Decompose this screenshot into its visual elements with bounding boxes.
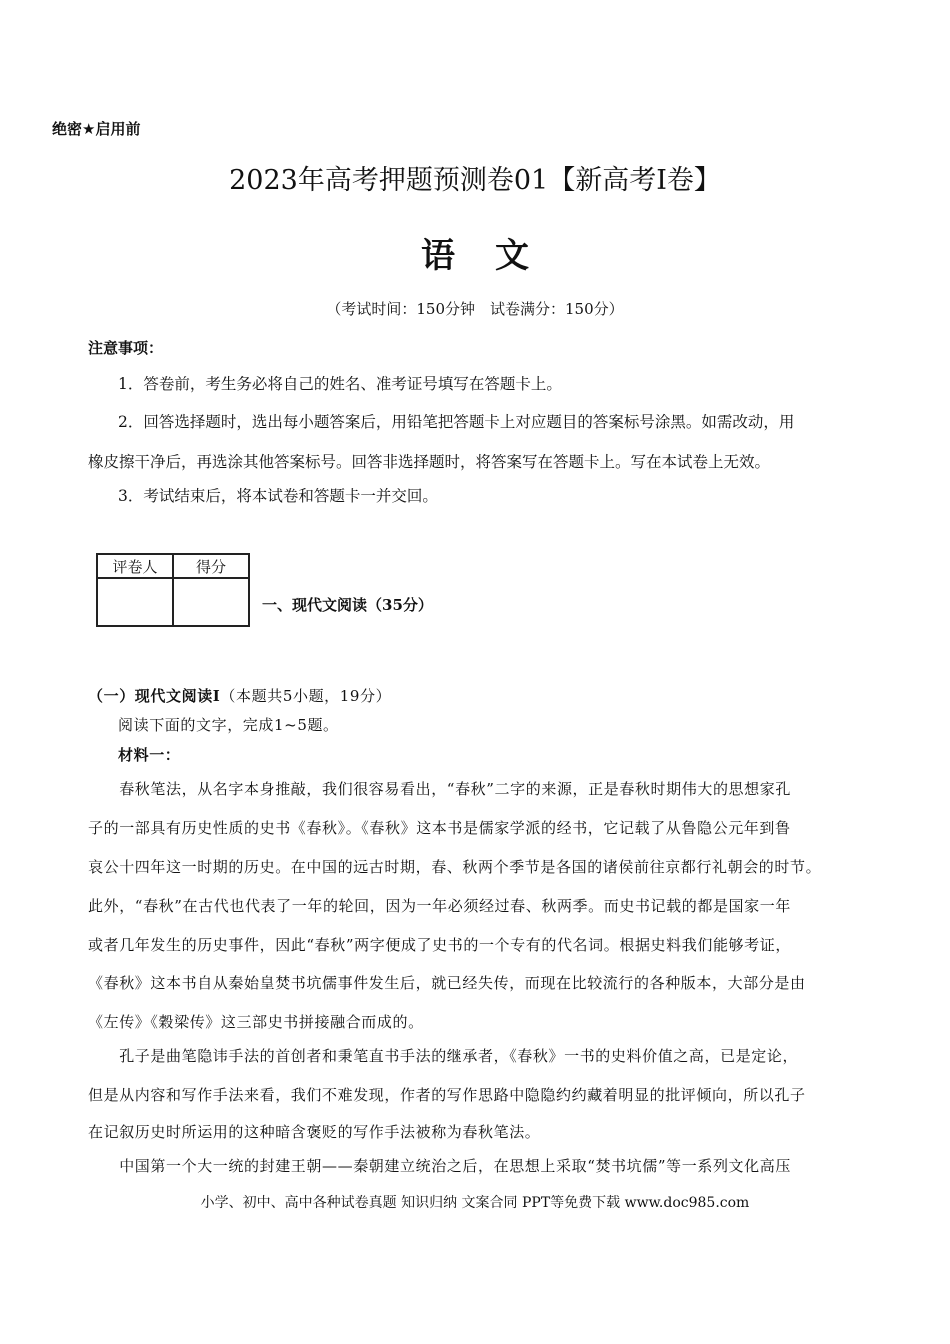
score-cell xyxy=(173,578,249,626)
part-label: （一）现代文阅读I xyxy=(88,687,221,705)
exam-info: （考试时间：150分钟 试卷满分：150分） xyxy=(326,300,624,318)
notice-heading: 注意事项： xyxy=(88,339,164,357)
notice-item-2: 2．回答选择题时，选出每小题答案后，用铅笔把答题卡上对应题目的答案标号涂黑。如需改动，用 xyxy=(118,413,795,431)
passage-line: 在记叙历史时所运用的这种暗含褒贬的写作手法被称为春秋笔法。 xyxy=(88,1123,541,1141)
passage-line: 中国第一个大一统的封建王朝——秦朝建立统治之后，在思想上采取“焚书坑儒”等一系列文化高压 xyxy=(88,1157,791,1175)
passage-line: 或者几年发生的历史事件，因此“春秋”两字便成了史书的一个专有的代名词。根据史料我们能够考证， xyxy=(88,936,791,954)
passage-line: 《左传》《穀梁传》这三部史书拼接融合而成的。 xyxy=(88,1013,424,1031)
confidential-label: 绝密★启用前 xyxy=(52,120,141,138)
passage-line: 孔子是曲笔隐讳手法的首创者和秉笔直书手法的继承者，《春秋》一书的史料价值之高，已是定论， xyxy=(88,1047,799,1065)
notice-item-2-cont: 橡皮擦干净后，再选涂其他答案标号。回答非选择题时，将答案写在答题卡上。写在本试卷上无效。 xyxy=(88,453,771,471)
passage-line: 哀公十四年这一时期的历史。在中国的远古时期，春、秋两个季节是各国的诸侯前往京都行礼朝会的时节。 xyxy=(88,858,822,876)
notice-item-1: 1．答卷前，考生务必将自己的姓名、准考证号填写在答题卡上。 xyxy=(118,375,562,393)
grader-header: 评卷人 xyxy=(97,554,173,578)
passage-line: 《春秋》这本书自从秦始皇焚书坑儒事件发生后，就已经失传，而现在比较流行的各种版本，大部分是由 xyxy=(88,974,806,992)
score-header: 得分 xyxy=(173,554,249,578)
material-label: 材料一： xyxy=(118,746,181,764)
subject-title: 语文 xyxy=(421,236,569,276)
passage-line: 此外，“春秋”在古代也代表了一年的轮回，因为一年必须经过春、秋两季。而史书记载的都是国家一年 xyxy=(88,897,791,915)
exam-title: 2023年高考押题预测卷01【新高考Ⅰ卷】 xyxy=(229,165,721,196)
section-title: 一、现代文阅读（35分） xyxy=(262,596,433,614)
part-heading xyxy=(88,685,391,706)
score-table xyxy=(96,553,250,627)
passage-line: 子的一部具有历史性质的史书《春秋》。《春秋》这本书是儒家学派的经书，它记载了从鲁隐公元年到鲁 xyxy=(88,819,791,837)
page-footer: 小学、初中、高中各种试卷真题 知识归纳 文案合同 PPT等免费下载 www.doc985.com xyxy=(200,1195,750,1211)
passage-line: 春秋笔法，从名字本身推敲，我们很容易看出，“春秋”二字的来源，正是春秋时期伟大的思想家孔 xyxy=(88,780,791,798)
passage-line: 但是从内容和写作手法来看，我们不难发现，作者的写作思路中隐隐约约藏着明显的批评倾向，所以孔子 xyxy=(88,1086,806,1104)
reading-instruction: 阅读下面的文字，完成1~5题。 xyxy=(118,716,339,734)
part-info: （本题共5小题，19分） xyxy=(220,687,392,705)
grader-cell xyxy=(97,578,173,626)
notice-item-3: 3．考试结束后，将本试卷和答题卡一并交回。 xyxy=(118,487,438,505)
